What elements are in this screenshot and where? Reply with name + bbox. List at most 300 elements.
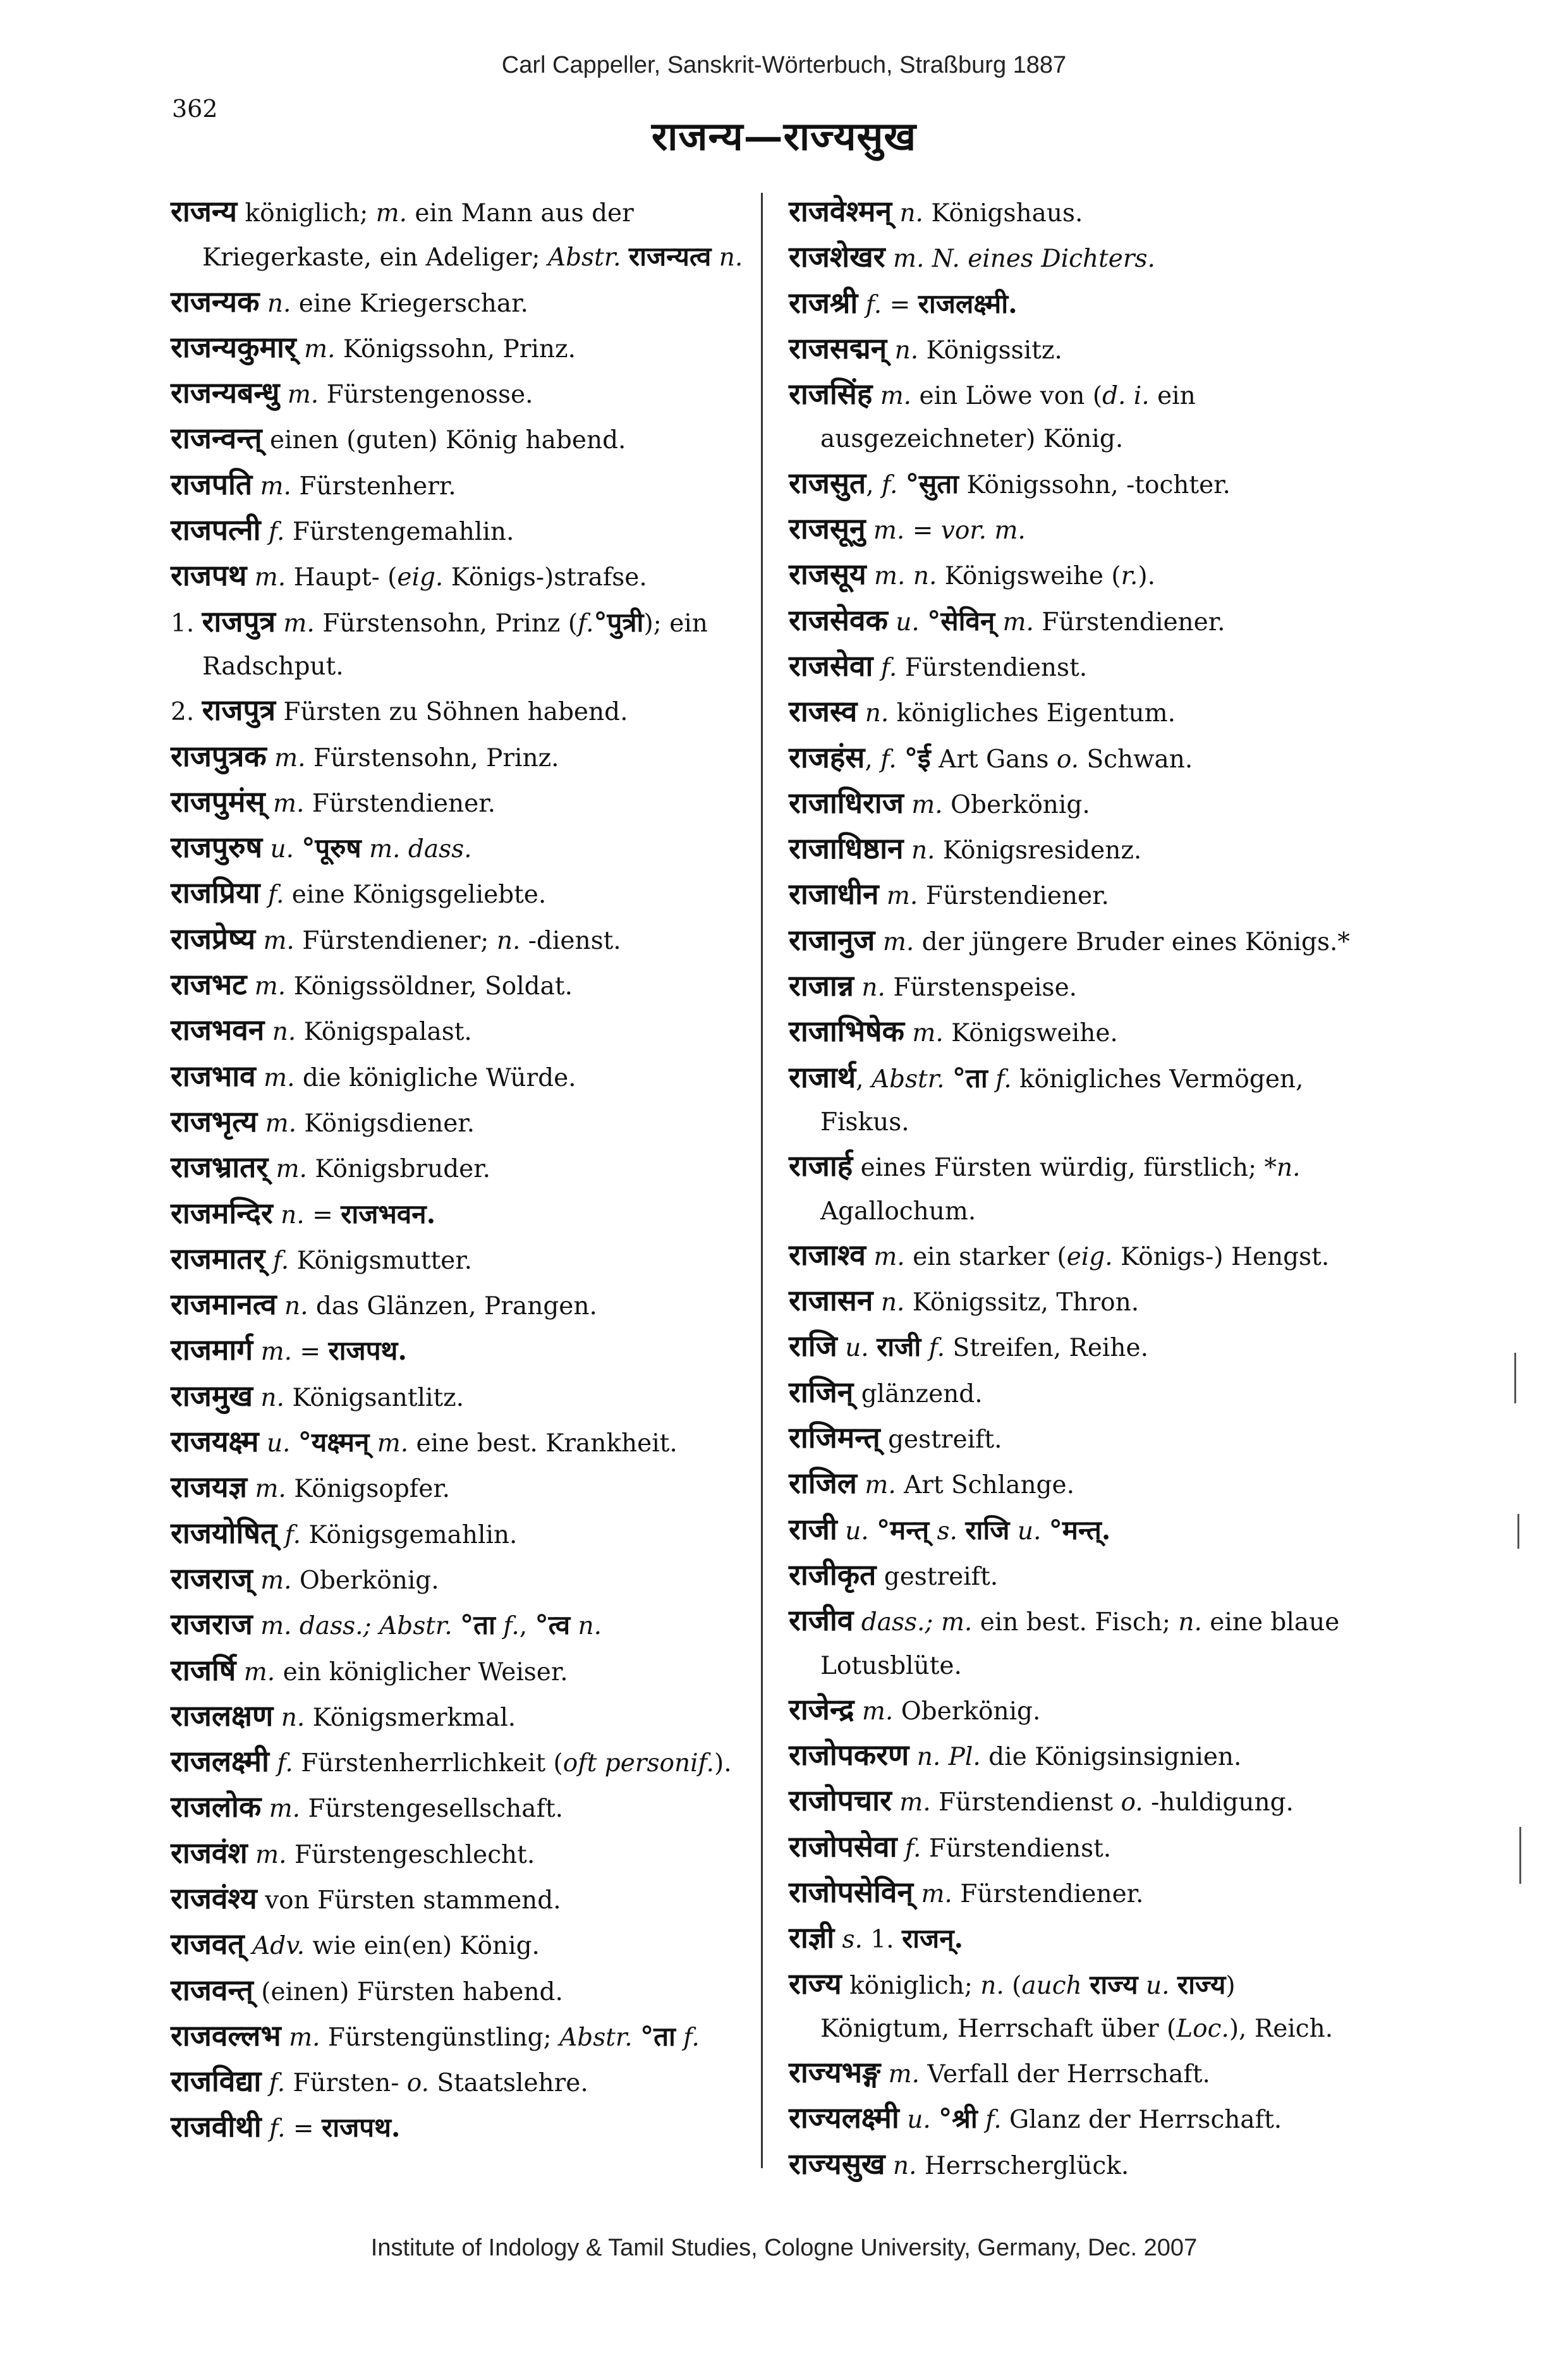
headword: राजोपकरण: [789, 1738, 909, 1772]
grammar-abbreviation: m.: [260, 472, 291, 501]
definition-text: [261, 1795, 269, 1823]
headword: राजान्न: [789, 968, 854, 1003]
definition-text: [273, 1201, 281, 1229]
dictionary-entry: [171, 280, 753, 326]
grammar-abbreviation: n.: [578, 1612, 602, 1641]
headword: राजमातर्: [171, 1241, 265, 1276]
dictionary-entry: [171, 2105, 753, 2151]
grammar-abbreviation: vor. m.: [940, 516, 1026, 546]
dictionary-entry: [789, 1461, 1371, 1507]
dictionary-entry: [171, 1968, 753, 2014]
grammar-abbreviation: Abstr.: [559, 2023, 633, 2052]
headword: राजपुरुष: [171, 830, 263, 865]
grammar-abbreviation: m. dass.; Abstr.: [260, 1612, 453, 1641]
headword: राजाभिषेक: [789, 1014, 904, 1049]
definition-text: eine Königsgeliebte.: [284, 881, 547, 910]
margin-mark: [1517, 1514, 1519, 1549]
grammar-abbreviation: u.: [907, 2106, 931, 2135]
definition-text: [268, 1155, 276, 1183]
headword: राजवत्: [171, 1927, 245, 1961]
headword: राजसिंह: [789, 377, 873, 412]
definition-text: Fürstendiener.: [1033, 607, 1225, 637]
grammar-abbreviation: f.: [267, 881, 284, 910]
headword: राजपुत्र: [202, 604, 276, 638]
definition-text: glänzend.: [853, 1379, 983, 1408]
grammar-abbreviation: dass.; m.: [861, 1608, 973, 1637]
grammar-abbreviation: m.: [886, 882, 918, 911]
margin-mark: [1514, 1353, 1516, 1403]
definition-text: [259, 290, 267, 318]
headword: राजीकृत: [789, 1557, 877, 1592]
grammar-abbreviation: m.: [255, 1475, 286, 1504]
grammar-abbreviation: m.: [263, 926, 295, 955]
definition-text: [834, 1925, 842, 1954]
definition-text: ein starker (: [904, 1242, 1067, 1271]
grammar-abbreviation: n.: [1178, 1608, 1202, 1637]
definition-text: [899, 2106, 907, 2134]
definition-text: [256, 1064, 264, 1092]
dictionary-entry: [171, 1740, 753, 1785]
headword: राजयोषित्: [171, 1515, 277, 1550]
definition-text: [892, 1788, 899, 1817]
definition-text: Haupt- (: [286, 563, 398, 592]
definition-text: [255, 927, 263, 955]
definition-text: -dienst.: [520, 926, 621, 955]
definition-text: Königsopfer.: [286, 1475, 451, 1504]
dictionary-entry: [171, 735, 753, 780]
headword: राजमानत्व: [171, 1287, 277, 1322]
definition-text: Fürstengesellschaft.: [300, 1795, 564, 1824]
dictionary-entry: [789, 781, 1371, 827]
dictionary-entry: [171, 1008, 753, 1054]
definition-text: Königsweihe.: [943, 1019, 1118, 1048]
definition-text: ); ein Radschput.: [202, 609, 708, 681]
headword: राजि: [789, 1329, 837, 1364]
dictionary-entry: [789, 918, 1371, 964]
headword: राजमार्ग: [171, 1333, 253, 1367]
grammar-abbreviation: u.: [845, 1334, 869, 1363]
grammar-abbreviation: u.: [270, 835, 295, 864]
grammar-abbreviation: f.: [269, 2069, 286, 2098]
definition-text: Königsantlitz.: [284, 1383, 465, 1412]
definition-text: königliches Eigentum.: [889, 699, 1176, 728]
headword: राजन्यबन्धु: [171, 375, 280, 410]
headword: राजसद्मन्: [789, 331, 887, 365]
grammar-abbreviation: eig.: [1066, 1242, 1113, 1271]
dictionary-entry: [789, 1324, 1371, 1370]
headword: राजपुत्रक: [171, 738, 267, 773]
headword: राजिमन्त्: [789, 1420, 880, 1455]
headword: राजन्वन्त्: [171, 421, 262, 456]
definition-text: [257, 1109, 265, 1138]
definition-text: [858, 291, 865, 319]
definition-text: [888, 608, 896, 637]
dictionary-entry: [171, 417, 753, 462]
definition-text: Königssohn, Prinz.: [335, 334, 576, 363]
definition-text: [261, 518, 269, 546]
grammar-abbreviation: oft personif.: [562, 1749, 714, 1778]
dictionary-entry: [171, 1374, 753, 1420]
devanagari-reference: राजलक्ष्मी.: [918, 288, 1018, 319]
dictionary-entry: [171, 1145, 753, 1191]
definition-text: [879, 882, 887, 910]
definition-text: [253, 1384, 260, 1412]
definition-text: Königssohn, -tochter.: [959, 470, 1231, 499]
definition-text: Herrscherglück.: [916, 2151, 1129, 2180]
definition-text: Streifen, Reihe.: [945, 1334, 1148, 1363]
definition-text: ein Löwe von (: [911, 382, 1103, 411]
devanagari-reference: राजन्यत्व: [628, 241, 712, 272]
grammar-abbreviation: m.: [375, 199, 408, 228]
dictionary-entry: [171, 1922, 753, 1968]
grammar-abbreviation: Abstr.: [871, 1065, 945, 1094]
headword: राजभाव: [171, 1058, 256, 1093]
dictionary-entry: [171, 1237, 753, 1283]
headword: राज्य: [789, 1966, 842, 2001]
definition-text: [995, 608, 1002, 637]
dictionary-entry: [171, 1420, 753, 1465]
grammar-abbreviation: n.: [1277, 1154, 1301, 1183]
grammar-abbreviation: Adv.: [252, 1932, 305, 1961]
headword: राजपुत्र: [202, 693, 276, 728]
headword: राजवन्त्: [171, 1972, 253, 2007]
grammar-abbreviation: n.: [281, 1703, 305, 1732]
definition-text: Fürstendiener.: [952, 1879, 1144, 1908]
definition-text: Oberkönig.: [942, 790, 1090, 819]
headword: राजिल: [789, 1466, 857, 1501]
definition-text: Fürstendienst.: [897, 653, 1088, 682]
dictionary-entry: [171, 371, 753, 417]
definition-text: [369, 1429, 377, 1458]
dictionary-entry: [171, 326, 753, 371]
dictionary-entry: [171, 2059, 753, 2105]
definition-text: Fürstendiener.: [918, 882, 1109, 911]
definition-text: Schwan.: [1079, 745, 1193, 774]
headword: राजिन्: [789, 1374, 854, 1409]
definition-text: [269, 1749, 277, 1778]
definition-text: [857, 1471, 865, 1499]
grammar-abbreviation: f.: [928, 1334, 945, 1363]
headword: राजलोक: [171, 1790, 262, 1824]
definition-text: [253, 1338, 260, 1366]
definition-text: [873, 1288, 880, 1317]
definition-text: von Fürsten stammend.: [257, 1886, 561, 1915]
definition-text: [264, 1018, 272, 1046]
headword: राजन्यक: [171, 284, 260, 319]
grammar-abbreviation: m.: [265, 1109, 297, 1138]
definition-text: Fürstensohn, Prinz (: [314, 609, 578, 638]
headword: राजलक्ष्मी: [171, 1744, 269, 1779]
dictionary-entry: [789, 964, 1371, 1010]
headword: राजसेवा: [789, 648, 873, 683]
definition-text: [897, 1834, 905, 1863]
devanagari-reference: राजि: [965, 1514, 1010, 1546]
headword: राजेन्द्र: [789, 1692, 854, 1726]
dictionary-entry: [789, 327, 1371, 372]
headword: राजसेवक: [789, 602, 888, 637]
definition-text: Königs-) Hengst.: [1112, 1242, 1330, 1271]
definition-text: [837, 1517, 845, 1546]
dictionary-entry: [171, 190, 753, 280]
headword: राजर्षि: [171, 1652, 236, 1687]
headword: राजप्रिया: [171, 875, 260, 910]
definition-text: Fürstengenosse.: [319, 381, 533, 410]
definition-text: [913, 1880, 921, 1908]
headword: राजी: [789, 1511, 837, 1546]
definition-text: Fürstendiener;: [294, 926, 497, 955]
grammar-abbreviation: m.: [283, 609, 315, 638]
definition-text: Fürstendiener.: [304, 789, 495, 818]
grammar-abbreviation: d. i.: [1102, 382, 1150, 411]
definition-text: [248, 1841, 255, 1869]
definition-text: der jüngere Bruder eines Königs.*: [914, 927, 1350, 956]
dictionary-entry: [171, 1192, 753, 1237]
definition-text: [897, 745, 904, 774]
definition-text: eine blaue Lotusblüte.: [820, 1608, 1340, 1680]
grammar-abbreviation: r.: [1121, 562, 1138, 591]
devanagari-reference: राजभवन.: [341, 1198, 436, 1229]
grammar-abbreviation: m.: [260, 1338, 292, 1367]
definition-text: [904, 836, 911, 865]
grammar-abbreviation: f.: [268, 518, 285, 547]
definition-text: ein ausgezeichneter) König.: [820, 382, 1196, 454]
grammar-abbreviation: eig.: [397, 563, 444, 592]
dictionary-entry: [171, 600, 753, 689]
grammar-abbreviation: f.: [904, 1834, 921, 1863]
definition-text: [869, 1334, 877, 1362]
dictionary-entry: [789, 1279, 1371, 1324]
headword: राजविद्या: [171, 2064, 262, 2099]
grammar-abbreviation: u.: [896, 607, 920, 637]
definition-text: [262, 835, 270, 863]
definition-text: [633, 2023, 640, 2052]
definition-text: 2.: [171, 698, 202, 727]
devanagari-reference: °सेविन्: [927, 605, 995, 637]
devanagari-reference: राज्य: [1177, 1968, 1226, 2000]
headword: राजपुमंस्: [171, 784, 265, 819]
definition-text: Fürstendienst.: [921, 1834, 1112, 1863]
grammar-abbreviation: m.: [273, 789, 305, 818]
grammar-abbreviation: m. n.: [874, 562, 937, 591]
devanagari-reference: °श्री: [939, 2103, 978, 2135]
grammar-abbreviation: n.: [861, 973, 885, 1003]
definition-text: [978, 2106, 985, 2134]
grammar-abbreviation: n.: [911, 836, 935, 865]
definition-text: Art Gans: [930, 745, 1057, 774]
dictionary-entry: [789, 1370, 1371, 1416]
headword: राजमन्दिर: [171, 1195, 273, 1230]
definition-text: [273, 1704, 281, 1732]
headword: राजशेखर: [789, 240, 885, 274]
dictionary-entry: [789, 2096, 1371, 2142]
definition-text: [247, 1475, 255, 1503]
headword: राजासन: [789, 1283, 873, 1318]
definition-text: Agallochum.: [820, 1197, 976, 1226]
dictionary-entry: [789, 1962, 1371, 2051]
definition-text: ) Königtum, Herrschaft über (: [820, 1971, 1236, 2043]
margin-mark: [1519, 1827, 1521, 1884]
headword: राजीव: [789, 1603, 854, 1638]
grammar-abbreviation: f.: [880, 653, 897, 682]
grammar-abbreviation: m.: [377, 1429, 409, 1458]
definition-text: [887, 336, 894, 365]
definition-text: königliches Vermögen, Fiskus.: [820, 1065, 1304, 1137]
definition-text: [265, 790, 273, 818]
dictionary-entry: [789, 1508, 1371, 1553]
dictionary-entry: [171, 1557, 753, 1602]
definition-text: [290, 1429, 298, 1458]
definition-text: Glanz der Herrschaft.: [1001, 2106, 1282, 2135]
definition-text: -huldigung.: [1143, 1788, 1294, 1817]
headword: राजवंश्य: [171, 1881, 257, 1915]
definition-text: [676, 2023, 683, 2052]
definition-text: Königsgemahlin.: [301, 1520, 518, 1549]
definition-text: [252, 472, 260, 501]
definition-text: Fürstensohn, Prinz.: [305, 743, 559, 772]
definition-text: [246, 563, 254, 592]
dictionary-entry: [789, 872, 1371, 918]
definition-text: Königsmutter.: [289, 1246, 473, 1275]
dictionary-entry: [789, 552, 1371, 598]
definition-text: Fürsten zu Söhnen habend.: [276, 698, 628, 727]
headword: राजोपचार: [789, 1783, 892, 1818]
definition-text: Art Schlange.: [896, 1471, 1075, 1500]
definition-text: [279, 381, 287, 409]
grammar-abbreviation: s.: [842, 1925, 863, 1955]
headword: राजसुत: [789, 465, 866, 500]
definition-text: ,: [866, 470, 882, 499]
definition-text: ).: [714, 1749, 732, 1778]
headword: राजभवन: [171, 1013, 265, 1047]
dictionary-entry: [789, 827, 1371, 872]
definition-text: [267, 744, 274, 772]
definition-text: Fürstenherr.: [291, 472, 456, 501]
definition-text: [260, 881, 268, 909]
dictionary-entry: [789, 2051, 1371, 2096]
definition-text: Fürstengünstling;: [320, 2023, 560, 2052]
definition-text: [276, 609, 283, 638]
headword: राजभ्रातर्: [171, 1150, 269, 1185]
definition-text: Königssitz, Thron.: [904, 1288, 1140, 1317]
definition-text: [875, 928, 882, 956]
definition-text: [869, 1517, 877, 1546]
grammar-abbreviation: n.: [267, 289, 291, 318]
definition-text: [873, 654, 880, 682]
dictionary-entry: [789, 281, 1371, 327]
dictionary-entry: [171, 1465, 753, 1511]
dictionary-entry: [789, 1733, 1371, 1779]
definition-text: [265, 1247, 272, 1275]
grammar-abbreviation: u.: [1017, 1516, 1042, 1546]
dictionary-entry: [789, 190, 1371, 235]
grammar-abbreviation: n.: [894, 336, 919, 365]
dictionary-entry: [171, 780, 753, 826]
devanagari-reference: °ई: [904, 742, 931, 774]
definition-text: Königsweihe (: [937, 562, 1121, 591]
dictionary-entry: [171, 1283, 753, 1328]
definition-text: [909, 1743, 916, 1771]
dictionary-entry: [789, 1688, 1371, 1733]
grammar-abbreviation: f.: [995, 1065, 1012, 1094]
definition-text: [495, 1612, 503, 1640]
dictionary-entry: [789, 1144, 1371, 1233]
definition-text: [1009, 1517, 1017, 1546]
grammar-abbreviation: f.: [881, 470, 898, 499]
definition-text: [988, 1065, 995, 1094]
headword: राजस्व: [789, 694, 858, 729]
grammar-abbreviation: u.: [845, 1516, 869, 1546]
grammar-abbreviation: n.: [272, 1018, 296, 1047]
definition-text: (: [1004, 1971, 1022, 2000]
headword: राजाधिराज: [789, 785, 904, 820]
definition-text: die Königsinsignien.: [980, 1743, 1242, 1772]
headword: राजपथ: [171, 558, 247, 593]
definition-text: Fürstengeschlecht.: [286, 1840, 535, 1869]
dictionary-entry: [171, 871, 753, 917]
headword: राजहंस: [789, 740, 865, 774]
grammar-abbreviation: s.: [937, 1516, 957, 1546]
definition-text: [904, 1019, 912, 1047]
definition-text: ein best. Fisch;: [972, 1608, 1179, 1637]
definition-text: [259, 1429, 267, 1458]
definition-text: [281, 2023, 289, 2052]
grammar-abbreviation: n.: [719, 243, 743, 272]
definition-text: [892, 199, 899, 228]
dictionary-entry: [789, 1870, 1371, 1916]
definition-text: =: [285, 2114, 322, 2144]
headword: राजवीथी: [171, 2109, 262, 2144]
definition-text: [246, 972, 254, 1001]
definition-text: [929, 1517, 937, 1546]
definition-text: Königshaus.: [923, 199, 1083, 228]
headword: राज्यसुख: [789, 2146, 885, 2181]
grammar-abbreviation: m.: [921, 1879, 952, 1908]
dictionary-entry: [171, 1100, 753, 1145]
devanagari-reference: °मन्त्.: [1048, 1514, 1111, 1546]
definition-text: ), Reich.: [1229, 2014, 1334, 2043]
headword: राजानुज: [789, 922, 875, 957]
grammar-abbreviation: m. N. eines Dichters.: [893, 245, 1155, 274]
devanagari-reference: राजपथ.: [322, 2112, 401, 2144]
dictionary-entry: [171, 1877, 753, 1922]
grammar-abbreviation: m.: [274, 743, 306, 772]
definition-text: [945, 1065, 952, 1094]
grammar-abbreviation: m.: [287, 381, 319, 410]
headword: राजपत्नी: [171, 513, 261, 547]
definition-text: [921, 1334, 928, 1362]
dictionary-entry: [789, 507, 1371, 552]
definition-text: Fürstengemahlin.: [284, 518, 514, 547]
devanagari-reference: °सुता: [905, 468, 959, 499]
grammar-abbreviation: f.: [272, 1246, 289, 1275]
definition-text: Königsbruder.: [307, 1155, 491, 1184]
dictionary-entry: [171, 826, 753, 871]
grammar-abbreviation: o.: [1121, 1788, 1143, 1817]
grammar-abbreviation: u.: [266, 1429, 291, 1458]
definition-text: [277, 1521, 284, 1549]
definition-text: eines Fürsten würdig, fürstlich; *: [853, 1154, 1277, 1183]
definition-text: [866, 516, 873, 545]
grammar-abbreviation: Abstr.: [547, 243, 621, 272]
dictionary-entry: [171, 554, 753, 599]
devanagari-reference: राजी: [877, 1331, 921, 1363]
dictionary-entry: [789, 235, 1371, 281]
column-divider: [761, 193, 763, 2168]
definition-text: einen (guten) König habend.: [262, 426, 626, 455]
grammar-abbreviation: f.: [578, 609, 594, 638]
devanagari-reference: °त्व: [535, 1609, 571, 1641]
definition-text: Fürsten-: [285, 2069, 407, 2098]
